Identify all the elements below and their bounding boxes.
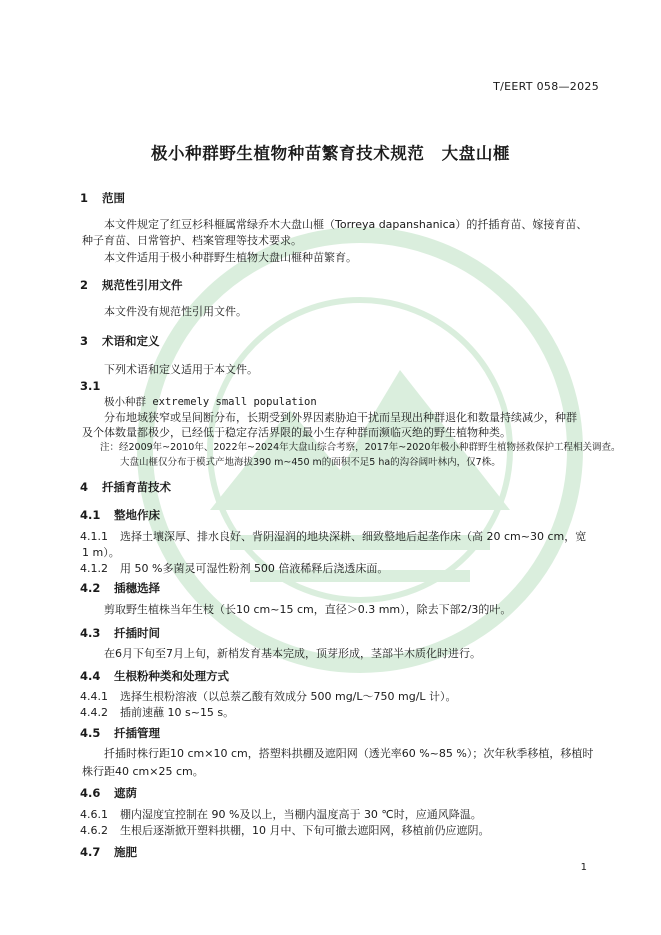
subsection-title: 遮荫 (114, 786, 137, 800)
section-title: 术语和定义 (102, 334, 160, 348)
subsection-4-4-heading (80, 668, 229, 684)
section-2-heading (80, 277, 183, 293)
term-definition-line-1: 分布地域狭窄或呈间断分布，长期受到外界因素胁迫干扰而呈现出种群退化和数量持续减少，种群 (104, 411, 577, 424)
subsection-title: 扦插管理 (114, 726, 160, 740)
clause-text: 插前速蘸 10 s~15 s。 (120, 706, 235, 719)
subsection-number: 4.2 (80, 581, 101, 595)
note-line-1: 注：经2009年~2010年、2022年~2024年大盘山综合考察，2017年~2020年极小种群野生植物拯救保护工程相关调查。 (100, 442, 621, 453)
subsection-number: 4.3 (80, 626, 101, 640)
term-name: 极小种群 extremely small population (104, 396, 317, 408)
section-title: 规范性引用文件 (102, 278, 183, 292)
clause-text: 生根后逐渐掀开塑料拱棚，10 月中、下旬可撤去遮阳网，移植前仍应遮阴。 (120, 824, 490, 837)
subsection-title: 扦插时间 (114, 626, 160, 640)
subsection-4-2-heading (80, 580, 160, 596)
subsection-title: 生根粉种类和处理方式 (114, 669, 229, 683)
term-number: 3.1 (80, 379, 101, 393)
clause-text: 选择生根粉溶液（以总萘乙酸有效成分 500 mg/L～750 mg/L 计）。 (120, 690, 457, 703)
clause-text: 棚内湿度宜控制在 90 %及以上，当棚内温度高于 30 ℃时，应通风降温。 (120, 808, 482, 821)
sec1-paragraph-1-line-1: 本文件规定了红豆杉科榧属常绿乔木大盘山榧（Torreya dapanshanica）的扦插育苗、嫁接育苗、 (104, 218, 588, 231)
clause-4-1-1-line-1 (80, 528, 586, 544)
sec4-3-paragraph: 在6月下旬至7月上旬，新梢发育基本完成，顶芽形成，茎部半木质化时进行。 (104, 647, 481, 660)
subsection-title: 插穗选择 (114, 581, 160, 595)
subsection-4-5-heading (80, 725, 160, 741)
subsection-number: 4.7 (80, 845, 101, 859)
clause-4-6-2 (80, 822, 490, 838)
term-definition-line-2: 及个体数量都极少，已经低于稳定存活界限的最小生存种群而濒临灭绝的野生植物种类。 (82, 426, 511, 439)
sec1-paragraph-2: 本文件适用于极小种群野生植物大盘山榧种苗繁育。 (104, 251, 357, 264)
clause-number: 4.4.1 (80, 690, 108, 703)
section-number: 3 (80, 334, 89, 348)
section-title: 范围 (102, 191, 125, 205)
note-line-2: 大盘山榧仅分布于模式产地海拔390 m~450 m的面积不足5 ha的沟谷阔叶林内，仅7株。 (120, 457, 501, 468)
subsection-4-7-heading (80, 844, 137, 860)
standard-code: T/EERT 058—2025 (493, 80, 599, 93)
clause-number: 4.1.1 (80, 530, 108, 543)
clause-4-4-2 (80, 704, 234, 720)
clause-4-1-1-line-2: 1 m）。 (82, 546, 120, 559)
subsection-title: 施肥 (114, 845, 137, 859)
section-1-heading (80, 190, 125, 206)
clause-number: 4.6.2 (80, 824, 108, 837)
section-4-heading (80, 479, 171, 495)
subsection-number: 4.5 (80, 726, 101, 740)
clause-4-1-2 (80, 560, 388, 576)
sec2-paragraph-1: 本文件没有规范性引用文件。 (104, 305, 247, 318)
subsection-4-1-heading (80, 507, 160, 523)
section-number: 2 (80, 278, 89, 292)
subsection-number: 4.4 (80, 669, 101, 683)
subsection-4-6-heading (80, 785, 137, 801)
clause-number: 4.1.2 (80, 562, 108, 575)
sec1-paragraph-1-line-2: 种子育苗、日常管护、档案管理等技术要求。 (82, 234, 302, 247)
clause-number: 4.4.2 (80, 706, 108, 719)
clause-4-4-1 (80, 688, 457, 704)
subsection-title: 整地作床 (114, 508, 160, 522)
section-title: 扦插育苗技术 (102, 480, 171, 494)
clause-text: 用 50 %多菌灵可湿性粉剂 500 倍液稀释后浇透床面。 (120, 562, 389, 575)
subsection-4-3-heading (80, 625, 160, 641)
sec4-5-paragraph-line-1: 扦插时株行距10 cm×10 cm，搭塑料拱棚及遮阳网（透光率60 %~85 %）；次年秋季移植，移植时 (104, 747, 594, 760)
clause-number: 4.6.1 (80, 808, 108, 821)
sec3-paragraph-1: 下列术语和定义适用于本文件。 (104, 363, 258, 376)
sec4-2-paragraph: 剪取野生植株当年生枝（长10 cm~15 cm，直径＞0.3 mm），除去下部2/3的叶。 (104, 603, 512, 616)
subsection-number: 4.6 (80, 786, 101, 800)
clause-4-6-1 (80, 806, 482, 822)
document-title: 极小种群野生植物种苗繁育技术规范 大盘山榧 (150, 144, 511, 163)
subsection-number: 4.1 (80, 508, 101, 522)
section-number: 1 (80, 191, 89, 205)
page-number: 1 (580, 862, 587, 873)
section-3-heading (80, 333, 160, 349)
section-number: 4 (80, 480, 89, 494)
clause-text: 选择土壤深厚、排水良好、背阴湿润的地块深耕、细致整地后起垄作床（高 20 cm~30 cm，宽 (120, 530, 587, 543)
sec4-5-paragraph-line-2: 株行距40 cm×25 cm。 (82, 765, 204, 778)
